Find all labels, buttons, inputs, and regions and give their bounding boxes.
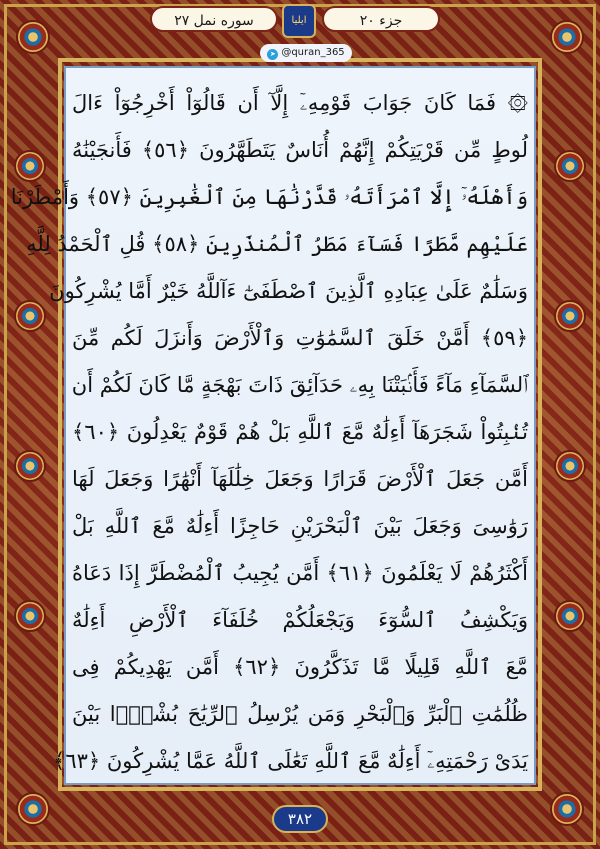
verse-line: ﴿٥٩﴾ أَمَّنْ خَلَقَ ٱلسَّمَٰوَٰتِ وَٱلْأَرْضَ وَأَنزَلَ لَكُم مِّنَ	[72, 326, 528, 350]
verse-line: ۞ فَمَا كَانَ جَوَابَ قَوْمِهِۦٓ إِلَّآ أَن قَالُوٓاْ أَخْرِجُوٓاْ ءَالَ	[72, 91, 528, 115]
page-number-badge: ۳۸۲	[272, 805, 328, 833]
page-header	[0, 0, 600, 36]
juz-label: جزء ۲۰	[322, 6, 440, 32]
verse-line: تُنۢبِتُواْ شَجَرَهَآ أَءِلَٰهٌ مَّعَ ٱللَّهِ بَلْ هُمْ قَوْمٌ يَعْدِلُونَ ﴿٦٠﴾	[72, 420, 528, 444]
verse-line: وَأَهْلَهُۥٓ إِلَّا ٱمْرَأَتَهُۥ قَدَّرْنَٰهَا مِنَ ٱلْغَٰبِرِينَ ﴿٥٧﴾ وَأَمْطَرْنَا	[10, 185, 528, 209]
corner-medallion-icon	[16, 792, 50, 826]
verse-line: أَمَّن جَعَلَ ٱلْأَرْضَ قَرَارًا وَجَعَلَ خِلَٰلَهَآ أَنْهَٰرًا وَجَعَلَ لَهَا	[72, 467, 528, 491]
corner-medallion-icon	[550, 792, 584, 826]
side-medallion-icon	[14, 300, 46, 332]
verse-line: وَسَلَٰمٌ عَلَىٰ عِبَادِهِ ٱلَّذِينَ ٱصْطَفَىٰٓ ءَآللَّهُ خَيْرٌ أَمَّا يُشْرِكُونَ	[49, 279, 528, 303]
verse-lines	[10, 80, 529, 785]
verse-line: وَيَكْشِفُ ٱلسُّوٓءَ وَيَجْعَلُكُمْ خُلَفَآءَ ٱلْأَرْضِ أَءِلَٰهٌ	[72, 608, 528, 632]
verse-line: لُوطٍ مِّن قَرْيَتِكُمْ إِنَّهُمْ أُنَاسٌ يَتَطَهَّرُونَ ﴿٥٦﴾ فَأَنجَيْنَٰهُ	[72, 138, 529, 162]
telegram-icon: ➤	[267, 49, 278, 60]
verse-line: يَدَىْ رَحْمَتِهِۦٓ أَءِلَٰهٌ مَّعَ ٱللَّهِ تَعَٰلَى ٱللَّهُ عَمَّا يُشْرِكُونَ ﴿٦٣﴾	[53, 749, 528, 773]
surah-label: سوره نمل ۲۷	[150, 6, 278, 32]
verse-line: مَّعَ ٱللَّهِ قَلِيلًا مَّا تَذَكَّرُونَ ﴿٦٢﴾ أَمَّن يَهْدِيكُمْ فِى	[72, 655, 528, 679]
verse-line: عَلَيْهِم مَّطَرًا فَسَآءَ مَطَرُ ٱلْمُنذَرِينَ ﴿٥٨﴾ قُلِ ٱلْحَمْدُ لِلَّهِ	[26, 232, 528, 256]
logo-icon	[282, 4, 316, 38]
channel-handle: @quran_365	[281, 47, 345, 58]
side-medallion-icon	[554, 600, 586, 632]
verse-line: أَكْثَرُهُمْ لَا يَعْلَمُونَ ﴿٦١﴾ أَمَّن يُجِيبُ ٱلْمُضْطَرَّ إِذَا دَعَاهُ	[72, 561, 528, 585]
side-medallion-icon	[14, 600, 46, 632]
verse-line: ظُلُمَٰتِ ٱلْبَرِّ وَٱلْبَحْرِ وَمَن يُرْسِلُ ٱلرِّيَٰحَ بُشْرًۢا بَيْنَ	[72, 702, 528, 726]
channel-watermark	[260, 44, 352, 62]
side-medallion-icon	[14, 450, 46, 482]
side-medallion-icon	[554, 300, 586, 332]
verse-line: ٱلسَّمَآءِ مَآءً فَأَنۢبَتْنَا بِهِۦ حَدَآئِقَ ذَاتَ بَهْجَةٍ مَّا كَانَ لَكُمْ أَن	[71, 373, 528, 397]
verse-line: رَوَٰسِىَ وَجَعَلَ بَيْنَ ٱلْبَحْرَيْنِ حَاجِزًا أَءِلَٰهٌ مَّعَ ٱللَّهِ بَلْ	[72, 514, 528, 538]
side-medallion-icon	[554, 450, 586, 482]
side-medallion-icon	[554, 150, 586, 182]
logo-text: ایلیا	[291, 15, 307, 26]
